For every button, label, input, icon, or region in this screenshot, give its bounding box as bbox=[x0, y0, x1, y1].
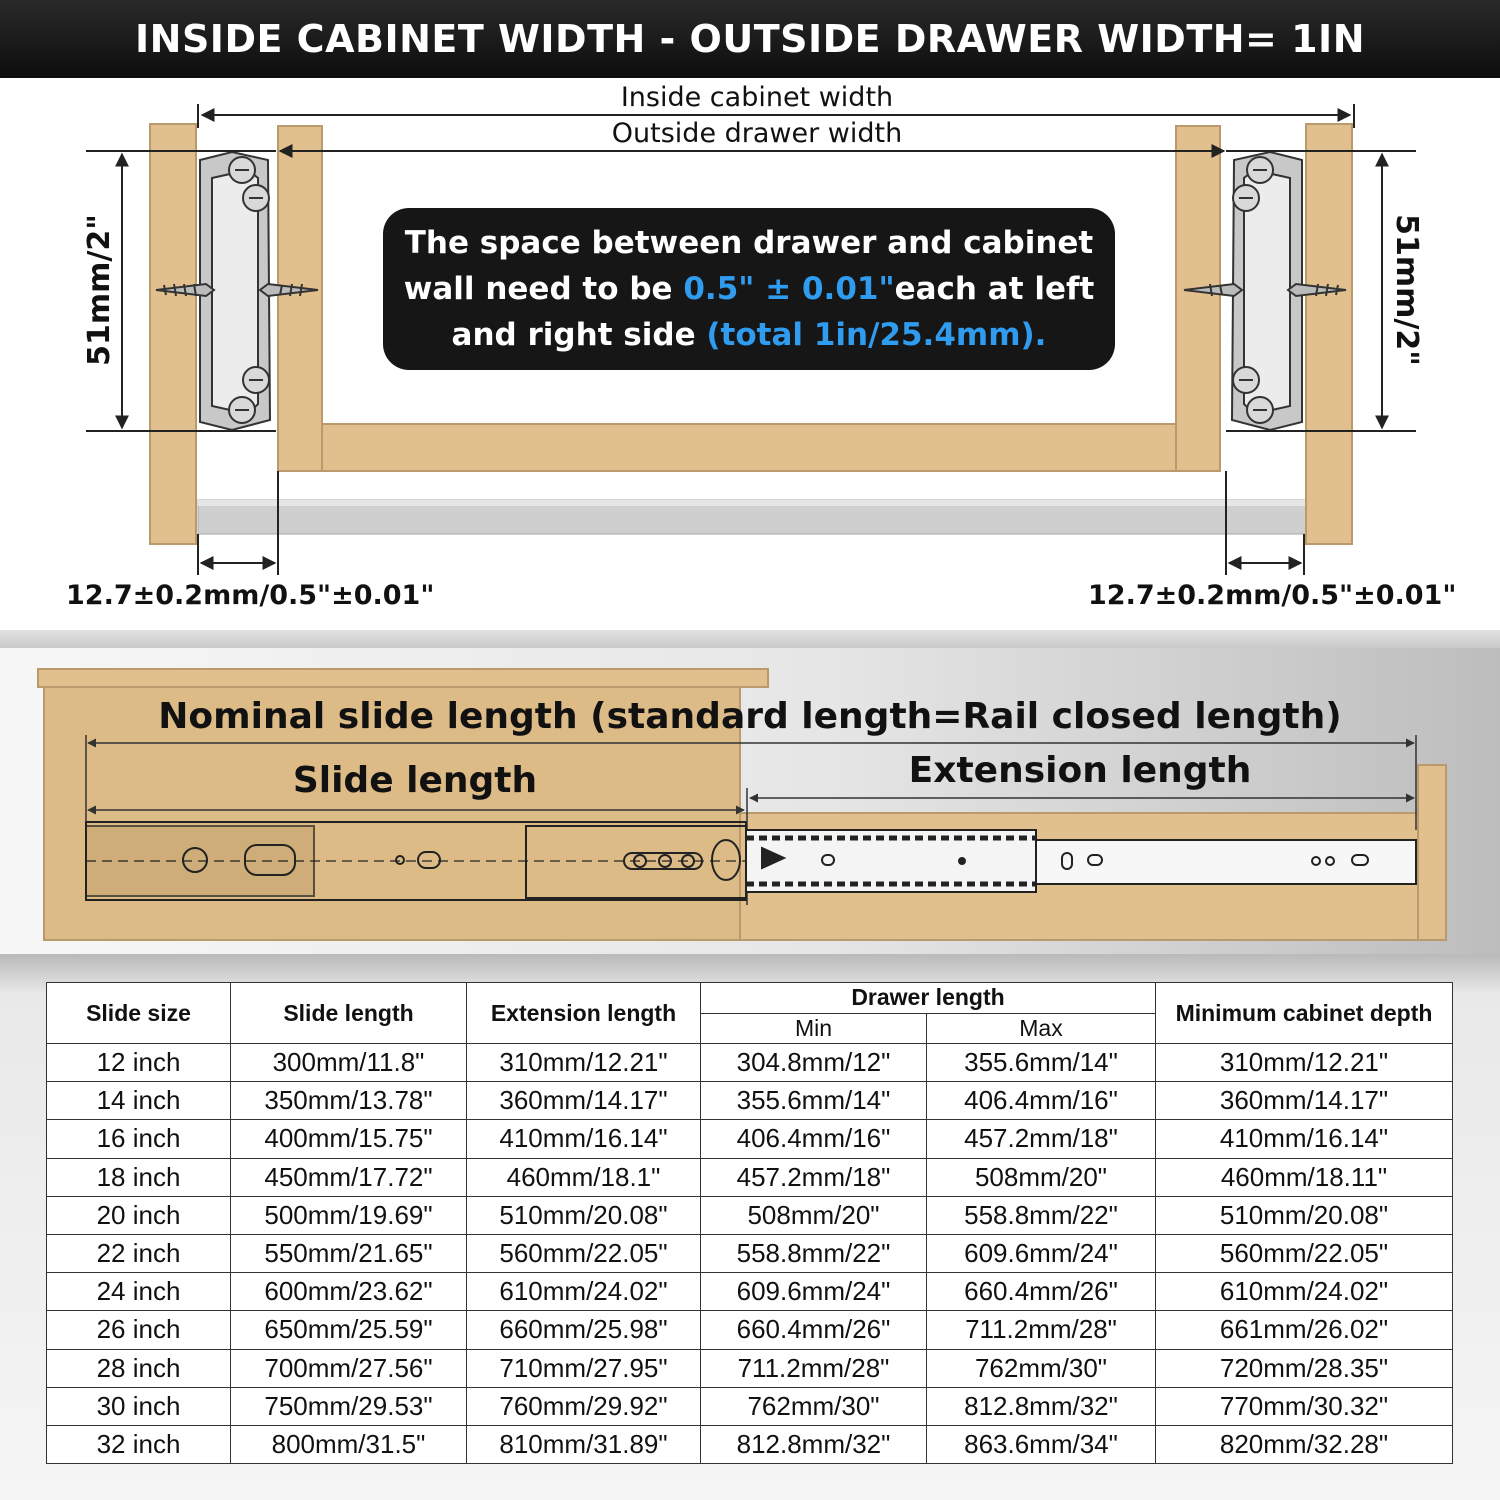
cell-drawer-min: 355.6mm/14" bbox=[701, 1082, 927, 1120]
callout-highlight-gap: 0.5" ± 0.01" bbox=[683, 271, 895, 307]
cell-slide-length: 400mm/15.75" bbox=[231, 1120, 467, 1158]
cell-drawer-min: 812.8mm/32" bbox=[701, 1425, 927, 1463]
cell-slide-length: 350mm/13.78" bbox=[231, 1082, 467, 1120]
cell-min-cabinet-depth: 310mm/12.21" bbox=[1156, 1044, 1453, 1082]
cell-slide-length: 550mm/21.65" bbox=[231, 1234, 467, 1272]
table-row bbox=[47, 1425, 1453, 1463]
slide-length-label: Slide length bbox=[292, 760, 538, 801]
cell-extension-length: 510mm/20.08" bbox=[467, 1196, 701, 1234]
cell-slide-size: 16 inch bbox=[47, 1120, 231, 1158]
cell-drawer-min: 711.2mm/28" bbox=[701, 1349, 927, 1387]
cell-slide-size: 22 inch bbox=[47, 1234, 231, 1272]
header-extension-length: Extension length bbox=[467, 983, 701, 1044]
cell-extension-length: 410mm/16.14" bbox=[467, 1120, 701, 1158]
cell-slide-size: 18 inch bbox=[47, 1158, 231, 1196]
cell-extension-length: 660mm/25.98" bbox=[467, 1311, 701, 1349]
cell-drawer-max: 508mm/20" bbox=[927, 1158, 1156, 1196]
cell-drawer-max: 406.4mm/16" bbox=[927, 1082, 1156, 1120]
cell-min-cabinet-depth: 720mm/28.35" bbox=[1156, 1349, 1453, 1387]
cell-min-cabinet-depth: 360mm/14.17" bbox=[1156, 1082, 1453, 1120]
nominal-slide-length-label: Nominal slide length (standard length=Rail closed length) bbox=[158, 696, 1342, 737]
table-row bbox=[47, 1273, 1453, 1311]
cell-slide-size: 20 inch bbox=[47, 1196, 231, 1234]
outside-drawer-width-label: Outside drawer width bbox=[560, 118, 954, 149]
inside-cabinet-width-label: Inside cabinet width bbox=[560, 82, 954, 113]
table-row bbox=[47, 1120, 1453, 1158]
cell-drawer-min: 558.8mm/22" bbox=[701, 1234, 927, 1272]
callout-text-1: The space between drawer and cabinet wall need to be bbox=[403, 225, 1094, 307]
drawer-front bbox=[1418, 765, 1446, 940]
cell-slide-length: 450mm/17.72" bbox=[231, 1158, 467, 1196]
left-gap-label: 12.7±0.2mm/0.5"±0.01" bbox=[66, 580, 435, 611]
cell-min-cabinet-depth: 560mm/22.05" bbox=[1156, 1234, 1453, 1272]
cell-drawer-min: 406.4mm/16" bbox=[701, 1120, 927, 1158]
table-row bbox=[47, 1234, 1453, 1272]
cell-slide-size: 28 inch bbox=[47, 1349, 231, 1387]
cell-drawer-min: 508mm/20" bbox=[701, 1196, 927, 1234]
cell-extension-length: 360mm/14.17" bbox=[467, 1082, 701, 1120]
cell-extension-length: 310mm/12.21" bbox=[467, 1044, 701, 1082]
right-height-label: 51mm/2" bbox=[1388, 170, 1424, 410]
cell-drawer-max: 609.6mm/24" bbox=[927, 1234, 1156, 1272]
header-min: Min bbox=[701, 1013, 927, 1044]
extension-length-label: Extension length bbox=[908, 750, 1252, 791]
cell-slide-length: 800mm/31.5" bbox=[231, 1425, 467, 1463]
cell-extension-length: 460mm/18.1" bbox=[467, 1158, 701, 1196]
cell-slide-length: 750mm/29.53" bbox=[231, 1387, 467, 1425]
cell-slide-size: 32 inch bbox=[47, 1425, 231, 1463]
cell-extension-length: 760mm/29.92" bbox=[467, 1387, 701, 1425]
cell-drawer-max: 812.8mm/32" bbox=[927, 1387, 1156, 1425]
cell-slide-length: 600mm/23.62" bbox=[231, 1273, 467, 1311]
cell-drawer-min: 609.6mm/24" bbox=[701, 1273, 927, 1311]
cell-slide-size: 12 inch bbox=[47, 1044, 231, 1082]
cabinet-top-board bbox=[38, 669, 768, 687]
header-slide-length: Slide length bbox=[231, 983, 467, 1044]
table-row bbox=[47, 1387, 1453, 1425]
cell-slide-length: 300mm/11.8" bbox=[231, 1044, 467, 1082]
right-gap-label: 12.7±0.2mm/0.5"±0.01" bbox=[1088, 580, 1457, 611]
table-row bbox=[47, 1082, 1453, 1120]
table-row bbox=[47, 1349, 1453, 1387]
cell-min-cabinet-depth: 510mm/20.08" bbox=[1156, 1196, 1453, 1234]
cell-drawer-max: 355.6mm/14" bbox=[927, 1044, 1156, 1082]
cell-slide-size: 14 inch bbox=[47, 1082, 231, 1120]
cell-drawer-max: 762mm/30" bbox=[927, 1349, 1156, 1387]
cell-drawer-max: 457.2mm/18" bbox=[927, 1120, 1156, 1158]
slide-specifications-table bbox=[46, 982, 1453, 1464]
header-slide-size: Slide size bbox=[47, 983, 231, 1044]
callout-highlight-total: (total 1in/25.4mm). bbox=[706, 317, 1047, 353]
table-row bbox=[47, 1196, 1453, 1234]
cell-drawer-min: 304.8mm/12" bbox=[701, 1044, 927, 1082]
left-height-label: 51mm/2" bbox=[82, 170, 118, 410]
cell-min-cabinet-depth: 610mm/24.02" bbox=[1156, 1273, 1453, 1311]
cell-drawer-max: 660.4mm/26" bbox=[927, 1273, 1156, 1311]
table-row bbox=[47, 1158, 1453, 1196]
table-row bbox=[47, 1311, 1453, 1349]
cell-drawer-max: 711.2mm/28" bbox=[927, 1311, 1156, 1349]
header-min-cabinet-depth: Minimum cabinet depth bbox=[1156, 983, 1453, 1044]
cell-min-cabinet-depth: 770mm/30.32" bbox=[1156, 1387, 1453, 1425]
cell-drawer-max: 863.6mm/34" bbox=[927, 1425, 1156, 1463]
cell-min-cabinet-depth: 460mm/18.11" bbox=[1156, 1158, 1453, 1196]
cell-slide-length: 700mm/27.56" bbox=[231, 1349, 467, 1387]
cell-drawer-min: 762mm/30" bbox=[701, 1387, 927, 1425]
cell-min-cabinet-depth: 661mm/26.02" bbox=[1156, 1311, 1453, 1349]
cell-slide-length: 650mm/25.59" bbox=[231, 1311, 467, 1349]
cell-extension-length: 810mm/31.89" bbox=[467, 1425, 701, 1463]
cell-extension-length: 610mm/24.02" bbox=[467, 1273, 701, 1311]
cell-drawer-min: 660.4mm/26" bbox=[701, 1311, 927, 1349]
cell-slide-size: 26 inch bbox=[47, 1311, 231, 1349]
cell-drawer-max: 558.8mm/22" bbox=[927, 1196, 1156, 1234]
callout-text-2: each at left and right side bbox=[451, 271, 1095, 353]
table-row bbox=[47, 1044, 1453, 1082]
cell-extension-length: 560mm/22.05" bbox=[467, 1234, 701, 1272]
cell-slide-length: 500mm/19.69" bbox=[231, 1196, 467, 1234]
cell-min-cabinet-depth: 820mm/32.28" bbox=[1156, 1425, 1453, 1463]
cell-extension-length: 710mm/27.95" bbox=[467, 1349, 701, 1387]
header-max: Max bbox=[927, 1013, 1156, 1044]
cell-min-cabinet-depth: 410mm/16.14" bbox=[1156, 1120, 1453, 1158]
cell-drawer-min: 457.2mm/18" bbox=[701, 1158, 927, 1196]
header-drawer-length: Drawer length bbox=[701, 983, 1156, 1014]
cell-slide-size: 24 inch bbox=[47, 1273, 231, 1311]
cell-slide-size: 30 inch bbox=[47, 1387, 231, 1425]
banner-title: INSIDE CABINET WIDTH - OUTSIDE DRAWER WIDTH= 1IN bbox=[135, 17, 1365, 61]
